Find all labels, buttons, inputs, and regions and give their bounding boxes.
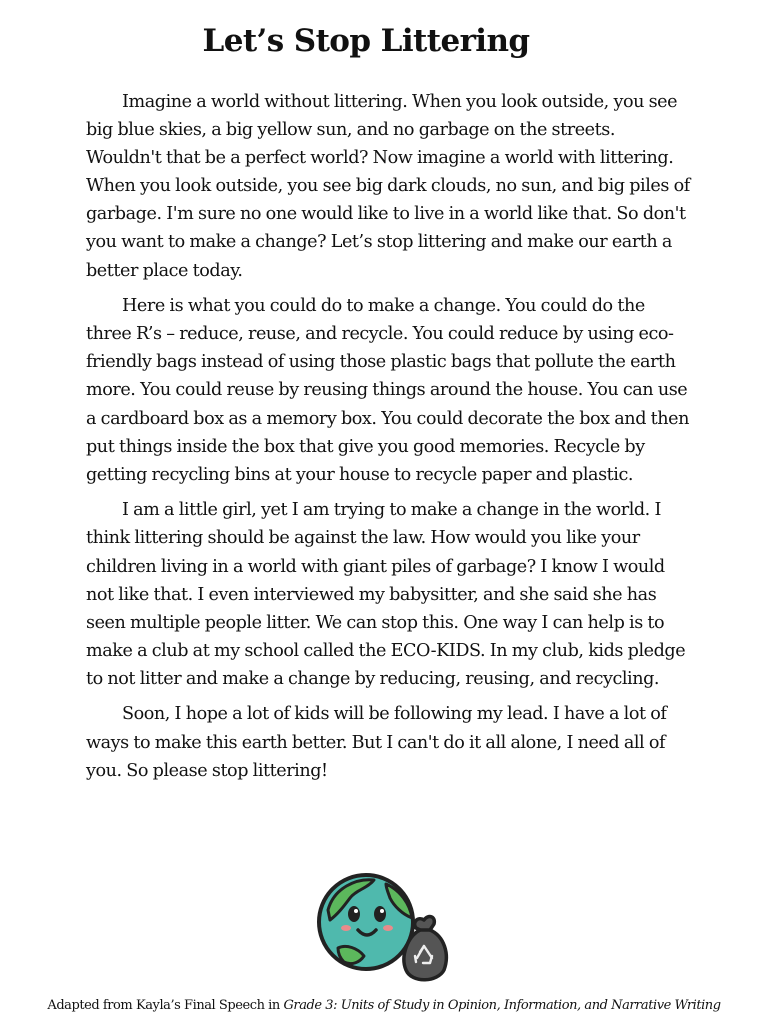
paragraph-1: Imagine a world without littering. When you look outside, you see big blue skies, a big yellow sun, and no garbage on the streets. Wouldn't that be a perfect world? Now imagine a world with littering. When you look outside, you see big dark clouds, no sun, and big piles of garbage. I'm sure no one would like to live in a world like that. So don't you want to make a change? Let’s stop littering and make our earth a better place today. <box>86 92 690 281</box>
citation-source-title: Grade 3: Units of Study in Opinion, Information, and Narrative Writing <box>283 998 721 1013</box>
document-body <box>86 88 692 792</box>
earth-with-garbage-bag-icon <box>316 870 452 988</box>
source-citation <box>0 996 768 1016</box>
document-title: Let’s Stop Littering <box>202 23 530 59</box>
paragraph-4: Soon, I hope a lot of kids will be following my lead. I have a lot of ways to make this earth better. But I can't do it all alone, I need all of you. So please stop littering! <box>86 704 667 781</box>
citation-prefix: Adapted from Kayla’s Final Speech in <box>47 998 284 1013</box>
paragraph-3: I am a little girl, yet I am trying to make a change in the world. I think littering should be against the law. How would you like your children living in a world with giant piles of garbage? I know I would not like that. I even interviewed my babysitter, and she said she has seen multiple people litter. We can stop this. One way I can help is to make a club at my school called the ECO-KIDS. In my club, kids pledge to not litter and make a change by reducing, reusing, and recycling. <box>86 500 686 689</box>
paragraph-2: Here is what you could do to make a change. You could do the three R’s – reduce, reuse, and recycle. You could reduce by using eco-friendly bags instead of using those plastic bags that pollute the earth more. You could reuse by reusing things around the house. You can use a cardboard box as a memory box. You could decorate the box and then put things inside the box that give you good memories. Recycle by getting recycling bins at your house to recycle paper and plastic. <box>86 296 689 485</box>
